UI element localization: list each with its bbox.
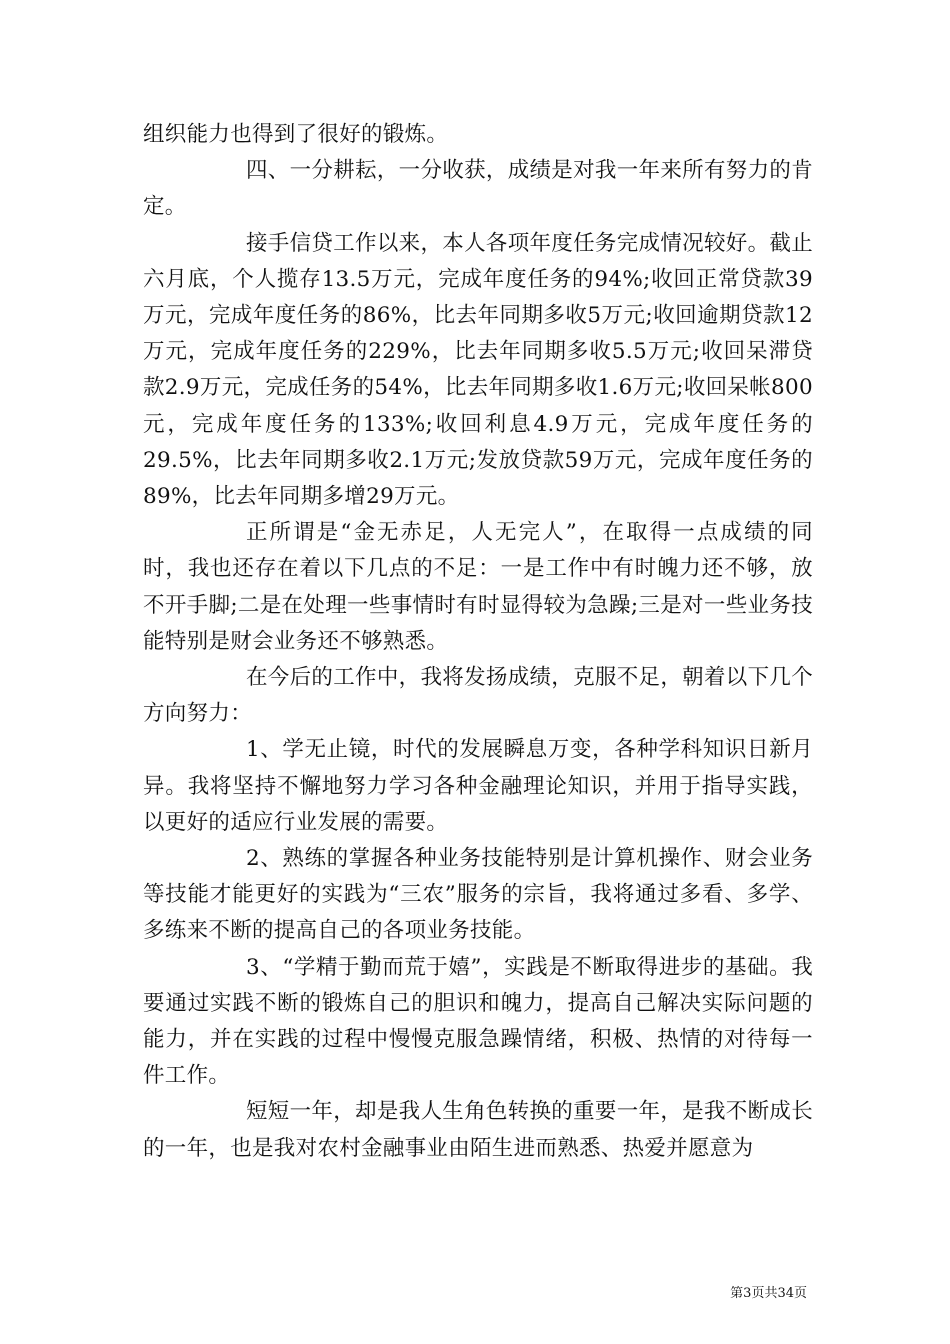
paragraph-4: 正所谓是“金无赤足，人无完人”，在取得一点成绩的同时，我也还存在着以下几点的不足：一是工作中有时魄力还不够，放不开手脚;二是在处理一些事情时有时显得较为急躁;三是对一些业务技能特别是财会业务还不够熟悉。	[143, 520, 813, 654]
paragraph-5: 在今后的工作中，我将发扬成绩，克服不足，朝着以下几个方向努力：	[143, 665, 813, 727]
paragraph-7: 2、熟练的掌握各种业务技能特别是计算机操作、财会业务等技能才能更好的实践为“三农”服务的宗旨，我将通过多看、多学、多练来不断的提高自己的各项业务技能。	[143, 846, 813, 944]
document-body	[143, 117, 813, 1167]
paragraph-3: 接手信贷工作以来，本人各项年度任务完成情况较好。截止六月底，个人揽存13.5万元，完成年度任务的94%;收回正常贷款39万元，完成年度任务的86%，比去年同期多收5万元;收回逾期贷款12万元，完成年度任务的229%，比去年同期多收5.5万元;收回呆滞贷款2.9万元，完成任务的54%，比去年同期多收1.6万元;收回呆帐800元，完成年度任务的133%;收回利息4.9万元，完成年度任务的29.5%，比去年同期多收2.1万元;发放贷款59万元，完成年度任务的89%，比去年同期多增29万元。	[143, 230, 813, 510]
page-number-footer: 第3页共34页	[730, 1286, 807, 1301]
paragraph-6: 1、学无止镜，时代的发展瞬息万变，各种学科知识日新月异。我将坚持不懈地努力学习各种金融理论知识，并用于指导实践，以更好的适应行业发展的需要。	[143, 737, 813, 835]
paragraph-2: 四、一分耕耘，一分收获，成绩是对我一年来所有努力的肯定。	[143, 158, 813, 220]
paragraph-8: 3、“学精于勤而荒于嬉”，实践是不断取得进步的基础。我要通过实践不断的锻炼自己的胆识和魄力，提高自己解决实际问题的能力，并在实践的过程中慢慢克服急躁情绪，积极、热情的对待每一件工作。	[143, 954, 813, 1089]
paragraph-1: 组织能力也得到了很好的锻炼。	[143, 122, 449, 147]
paragraph-9: 短短一年，却是我人生角色转换的重要一年，是我不断成长的一年，也是我对农村金融事业由陌生进而熟悉、热爱并愿意为	[143, 1099, 813, 1161]
